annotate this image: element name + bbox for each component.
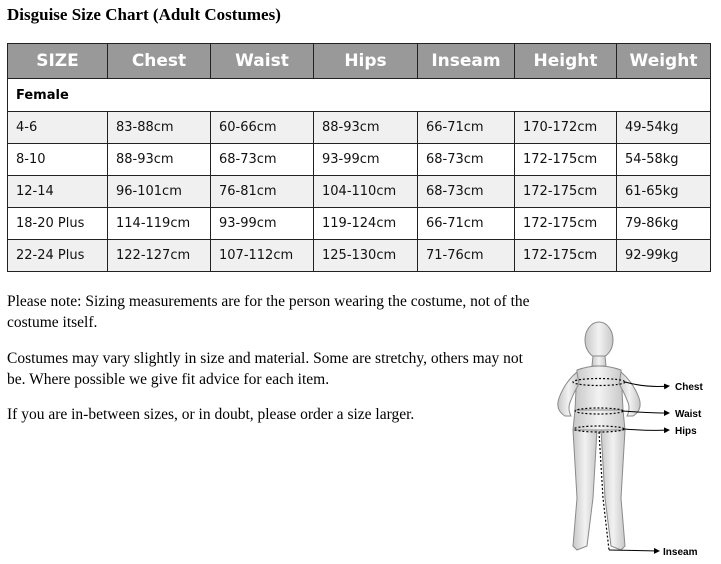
waist-label: Waist [675,409,702,420]
cell-height: 172-175cm [515,176,617,208]
section-row-female [8,79,711,112]
cell-chest: 83-88cm [108,112,211,144]
header-inseam: Inseam [418,44,515,79]
cell-inseam: 66-71cm [418,208,515,240]
cell-waist: 60-66cm [211,112,314,144]
cell-height: 170-172cm [515,112,617,144]
cell-weight: 54-58kg [617,144,711,176]
cell-waist: 107-112cm [211,240,314,272]
cell-chest: 88-93cm [108,144,211,176]
table-header-row [8,44,711,79]
table-row [8,144,711,176]
table-row [8,176,711,208]
in-between-note: If you are in-between sizes, or in doubt, please order a size larger. [7,406,415,423]
section-label: Female [8,79,711,112]
cell-size: 22-24 Plus [8,240,108,272]
body-measurement-figure [537,318,721,564]
body-silhouette [558,322,640,550]
cell-weight: 49-54kg [617,112,711,144]
table-row [8,240,711,272]
header-weight: Weight [617,44,711,79]
cell-weight: 79-86kg [617,208,711,240]
cell-inseam: 68-73cm [418,176,515,208]
cell-hips: 125-130cm [314,240,418,272]
cell-height: 172-175cm [515,208,617,240]
header-height: Height [515,44,617,79]
cell-waist: 93-99cm [211,208,314,240]
header-waist: Waist [211,44,314,79]
table-row [8,208,711,240]
hips-label: Hips [675,426,697,437]
cell-waist: 76-81cm [211,176,314,208]
cell-inseam: 66-71cm [418,112,515,144]
cell-weight: 92-99kg [617,240,711,272]
header-size: SIZE [8,44,108,79]
cell-height: 172-175cm [515,240,617,272]
variation-note: Costumes may vary slightly in size and material. Some are stretchy, others may not be. Where possible we give fit advice for each item. [7,350,523,388]
cell-size: 12-14 [8,176,108,208]
table-row [8,112,711,144]
cell-hips: 104-110cm [314,176,418,208]
cell-waist: 68-73cm [211,144,314,176]
cell-chest: 114-119cm [108,208,211,240]
inseam-label: Inseam [663,547,698,558]
cell-inseam: 71-76cm [418,240,515,272]
header-hips: Hips [314,44,418,79]
sizing-note: Please note: Sizing measurements are for the person wearing the costume, not of the costume itself. [7,293,530,331]
cell-hips: 88-93cm [314,112,418,144]
cell-hips: 119-124cm [314,208,418,240]
cell-height: 172-175cm [515,144,617,176]
page-title: Disguise Size Chart (Adult Costumes) [7,5,281,24]
cell-size: 4-6 [8,112,108,144]
cell-inseam: 68-73cm [418,144,515,176]
cell-weight: 61-65kg [617,176,711,208]
size-chart-table [7,43,711,272]
chest-label: Chest [675,382,703,393]
cell-hips: 93-99cm [314,144,418,176]
cell-chest: 96-101cm [108,176,211,208]
cell-size: 18-20 Plus [8,208,108,240]
cell-chest: 122-127cm [108,240,211,272]
cell-size: 8-10 [8,144,108,176]
header-chest: Chest [108,44,211,79]
